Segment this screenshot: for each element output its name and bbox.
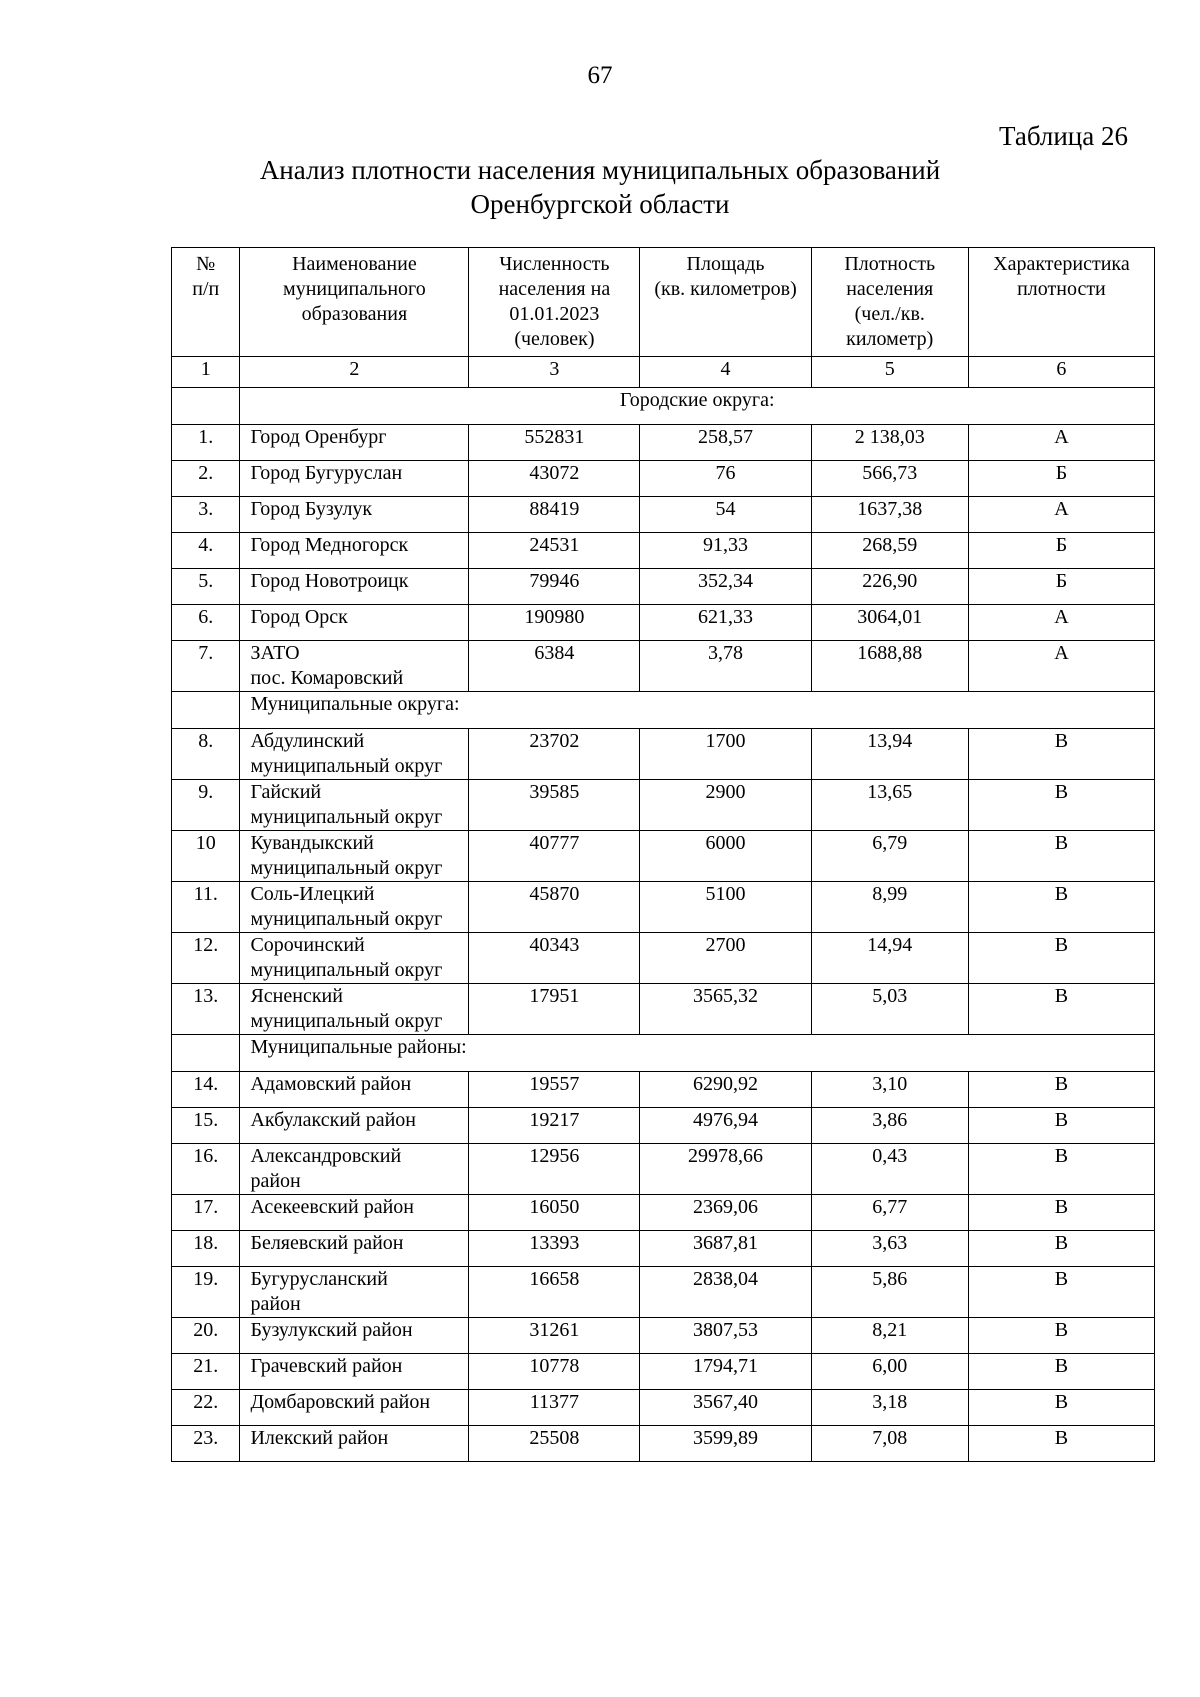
table-row [172, 533, 1155, 569]
population-value: 12956 [469, 1144, 640, 1195]
municipality-name [240, 831, 469, 882]
table-row [172, 1072, 1155, 1108]
table-row [172, 1108, 1155, 1144]
municipality-name-line: Акбулакский район [250, 1109, 417, 1131]
municipality-name [240, 1072, 469, 1108]
municipality-name [240, 882, 469, 933]
municipality-name-line: район [250, 1170, 301, 1192]
table-row [172, 1426, 1155, 1462]
header-number: № п/п [172, 248, 240, 357]
page-number: 67 [587, 62, 613, 89]
density-value: 14,94 [811, 933, 968, 984]
density-value: 3064,01 [811, 605, 968, 641]
population-density-table [171, 247, 1155, 1462]
population-value: 40343 [469, 933, 640, 984]
municipality-name-line: ЗАТО [250, 642, 300, 664]
area-value: 29978,66 [640, 1144, 811, 1195]
column-number-row [172, 357, 1155, 388]
table-row [172, 933, 1155, 984]
density-value: 2 138,03 [811, 425, 968, 461]
section-title: Городские округа: [240, 388, 1155, 425]
municipality-name [240, 497, 469, 533]
population-value: 19217 [469, 1108, 640, 1144]
municipality-name-line: Бузулукский район [250, 1319, 413, 1341]
area-value: 2838,04 [640, 1267, 811, 1318]
column-number: 4 [640, 357, 811, 388]
population-value: 16658 [469, 1267, 640, 1318]
municipality-name-line: Илекский район [250, 1427, 389, 1449]
row-number: 1. [172, 425, 240, 461]
row-number: 21. [172, 1354, 240, 1390]
municipality-name-line: муниципальный округ [250, 908, 443, 930]
header-row [172, 248, 1155, 357]
municipality-name-line: Грачевский район [250, 1355, 403, 1377]
table-row [172, 425, 1155, 461]
density-value: 566,73 [811, 461, 968, 497]
density-category: В [968, 1195, 1154, 1231]
density-category: А [968, 605, 1154, 641]
table-label: Таблица 26 [999, 121, 1128, 151]
density-value: 226,90 [811, 569, 968, 605]
row-number: 4. [172, 533, 240, 569]
municipality-name [240, 1231, 469, 1267]
table-row [172, 605, 1155, 641]
density-category: В [968, 1231, 1154, 1267]
municipality-name-line: муниципальный округ [250, 959, 443, 981]
population-value: 13393 [469, 1231, 640, 1267]
municipality-name-line: муниципальный округ [250, 1010, 443, 1032]
area-value: 1794,71 [640, 1354, 811, 1390]
column-number: 5 [811, 357, 968, 388]
row-number: 10 [172, 831, 240, 882]
row-number: 19. [172, 1267, 240, 1318]
density-value: 0,43 [811, 1144, 968, 1195]
municipality-name-line: Город Медногорск [250, 534, 409, 556]
table-row [172, 831, 1155, 882]
table-row [172, 1318, 1155, 1354]
header-category: Характеристика плотности [968, 248, 1154, 357]
density-value: 5,03 [811, 984, 968, 1035]
municipality-name [240, 1108, 469, 1144]
municipality-name-line: Город Орск [250, 606, 348, 628]
area-value: 6000 [640, 831, 811, 882]
density-value: 3,63 [811, 1231, 968, 1267]
population-value: 88419 [469, 497, 640, 533]
population-value: 23702 [469, 729, 640, 780]
municipality-name [240, 641, 469, 692]
table-row [172, 1195, 1155, 1231]
area-value: 54 [640, 497, 811, 533]
municipality-name [240, 729, 469, 780]
population-value: 10778 [469, 1354, 640, 1390]
title-line-1: Анализ плотности населения муниципальных образований [259, 155, 941, 185]
density-category: Б [968, 461, 1154, 497]
area-value: 621,33 [640, 605, 811, 641]
area-value: 3687,81 [640, 1231, 811, 1267]
municipality-name [240, 1144, 469, 1195]
area-value: 258,57 [640, 425, 811, 461]
municipality-name-line: Соль-Илецкий [250, 883, 375, 905]
municipality-name-line: Город Бугуруслан [250, 462, 403, 484]
table-row [172, 729, 1155, 780]
population-value: 6384 [469, 641, 640, 692]
municipality-name [240, 1195, 469, 1231]
row-number: 9. [172, 780, 240, 831]
density-value: 3,10 [811, 1072, 968, 1108]
header-name: Наименование муниципального образования [240, 248, 469, 357]
density-category: В [968, 831, 1154, 882]
row-number: 2. [172, 461, 240, 497]
section-row-districts [172, 1035, 1155, 1072]
density-category: В [968, 1354, 1154, 1390]
area-value: 2700 [640, 933, 811, 984]
municipality-name-line: Город Новотроицк [250, 570, 409, 592]
row-number: 8. [172, 729, 240, 780]
area-value: 91,33 [640, 533, 811, 569]
table-row [172, 780, 1155, 831]
municipality-name-line: Беляевский район [250, 1232, 404, 1254]
municipality-name-line: Асекеевский район [250, 1196, 414, 1218]
row-number: 11. [172, 882, 240, 933]
area-value: 6290,92 [640, 1072, 811, 1108]
section-row-urban [172, 388, 1155, 425]
row-number: 18. [172, 1231, 240, 1267]
row-number: 17. [172, 1195, 240, 1231]
population-value: 11377 [469, 1390, 640, 1426]
area-value: 3,78 [640, 641, 811, 692]
density-category: В [968, 1267, 1154, 1318]
municipality-name-line: Ясненский [250, 985, 343, 1007]
municipality-name [240, 1354, 469, 1390]
section-title: Муниципальные округа: [240, 692, 1155, 729]
header-population: Численность населения на 01.01.2023 (человек) [469, 248, 640, 357]
density-category: В [968, 729, 1154, 780]
municipality-name [240, 605, 469, 641]
density-category: Б [968, 533, 1154, 569]
municipality-name-line: Кувандыкский [250, 832, 374, 854]
population-value: 24531 [469, 533, 640, 569]
density-category: В [968, 933, 1154, 984]
row-number: 3. [172, 497, 240, 533]
municipality-name-line: Абдулинский [250, 730, 365, 752]
density-value: 6,00 [811, 1354, 968, 1390]
municipality-name-line: Город Оренбург [250, 426, 387, 448]
table-row [172, 461, 1155, 497]
area-value: 2900 [640, 780, 811, 831]
area-value: 5100 [640, 882, 811, 933]
density-value: 7,08 [811, 1426, 968, 1462]
municipality-name-line: Город Бузулук [250, 498, 373, 520]
density-category: В [968, 882, 1154, 933]
municipality-name-line: Сорочинский [250, 934, 365, 956]
row-number: 12. [172, 933, 240, 984]
density-category: В [968, 1144, 1154, 1195]
density-value: 1637,38 [811, 497, 968, 533]
header-density: Плотность населения (чел./кв. километр) [811, 248, 968, 357]
density-category: В [968, 1072, 1154, 1108]
density-value: 3,86 [811, 1108, 968, 1144]
density-value: 13,65 [811, 780, 968, 831]
area-value: 76 [640, 461, 811, 497]
population-value: 17951 [469, 984, 640, 1035]
population-value: 25508 [469, 1426, 640, 1462]
area-value: 3565,32 [640, 984, 811, 1035]
municipality-name [240, 933, 469, 984]
table-row [172, 882, 1155, 933]
density-value: 268,59 [811, 533, 968, 569]
municipality-name [240, 1426, 469, 1462]
row-number: 15. [172, 1108, 240, 1144]
density-value: 3,18 [811, 1390, 968, 1426]
table-row [172, 497, 1155, 533]
column-number: 2 [240, 357, 469, 388]
density-category: А [968, 425, 1154, 461]
density-value: 6,79 [811, 831, 968, 882]
municipality-name [240, 1267, 469, 1318]
population-value: 40777 [469, 831, 640, 882]
density-category: Б [968, 569, 1154, 605]
population-value: 79946 [469, 569, 640, 605]
table-row [172, 1144, 1155, 1195]
row-number: 22. [172, 1390, 240, 1426]
density-category: В [968, 780, 1154, 831]
municipality-name-line: Бугурусланский [250, 1268, 388, 1290]
population-value: 45870 [469, 882, 640, 933]
population-value: 31261 [469, 1318, 640, 1354]
municipality-name-line: муниципальный округ [250, 857, 443, 879]
municipality-name-line: муниципальный округ [250, 755, 443, 777]
area-value: 4976,94 [640, 1108, 811, 1144]
document-title [0, 153, 1200, 221]
municipality-name-line: Домбаровский район [250, 1391, 431, 1413]
population-value: 39585 [469, 780, 640, 831]
density-category: А [968, 641, 1154, 692]
column-number: 1 [172, 357, 240, 388]
section-title: Муниципальные районы: [240, 1035, 1155, 1072]
row-number: 20. [172, 1318, 240, 1354]
municipality-name [240, 569, 469, 605]
row-number: 5. [172, 569, 240, 605]
section-empty-cell [172, 388, 240, 425]
column-number: 6 [968, 357, 1154, 388]
density-value: 8,99 [811, 882, 968, 933]
municipality-name-line: пос. Комаровский [250, 667, 404, 689]
density-value: 6,77 [811, 1195, 968, 1231]
density-category: В [968, 1108, 1154, 1144]
row-number: 16. [172, 1144, 240, 1195]
population-value: 552831 [469, 425, 640, 461]
table-row [172, 641, 1155, 692]
row-number: 14. [172, 1072, 240, 1108]
municipality-name-line: Александровский [250, 1145, 402, 1167]
table-row [172, 984, 1155, 1035]
density-category: В [968, 984, 1154, 1035]
municipality-name [240, 461, 469, 497]
area-value: 1700 [640, 729, 811, 780]
row-number: 7. [172, 641, 240, 692]
section-empty-cell [172, 1035, 240, 1072]
area-value: 352,34 [640, 569, 811, 605]
row-number: 13. [172, 984, 240, 1035]
table-row [172, 1267, 1155, 1318]
section-row-municipal [172, 692, 1155, 729]
table-row [172, 1231, 1155, 1267]
row-number: 6. [172, 605, 240, 641]
population-value: 16050 [469, 1195, 640, 1231]
table-row [172, 1390, 1155, 1426]
area-value: 3599,89 [640, 1426, 811, 1462]
population-value: 43072 [469, 461, 640, 497]
population-value: 190980 [469, 605, 640, 641]
title-line-2: Оренбургской области [470, 189, 730, 219]
municipality-name-line: Гайский [250, 781, 322, 803]
density-value: 13,94 [811, 729, 968, 780]
density-category: В [968, 1318, 1154, 1354]
header-area: Площадь (кв. километров) [640, 248, 811, 357]
column-number: 3 [469, 357, 640, 388]
density-value: 5,86 [811, 1267, 968, 1318]
municipality-name [240, 533, 469, 569]
section-empty-cell [172, 692, 240, 729]
density-category: В [968, 1390, 1154, 1426]
density-value: 1688,88 [811, 641, 968, 692]
area-value: 2369,06 [640, 1195, 811, 1231]
table-row [172, 1354, 1155, 1390]
density-category: В [968, 1426, 1154, 1462]
area-value: 3567,40 [640, 1390, 811, 1426]
municipality-name [240, 984, 469, 1035]
municipality-name [240, 1318, 469, 1354]
municipality-name-line: район [250, 1293, 301, 1315]
density-value: 8,21 [811, 1318, 968, 1354]
population-value: 19557 [469, 1072, 640, 1108]
municipality-name [240, 780, 469, 831]
area-value: 3807,53 [640, 1318, 811, 1354]
density-category: А [968, 497, 1154, 533]
row-number: 23. [172, 1426, 240, 1462]
municipality-name [240, 425, 469, 461]
municipality-name [240, 1390, 469, 1426]
municipality-name-line: муниципальный округ [250, 806, 443, 828]
municipality-name-line: Адамовский район [250, 1073, 412, 1095]
table-row [172, 569, 1155, 605]
